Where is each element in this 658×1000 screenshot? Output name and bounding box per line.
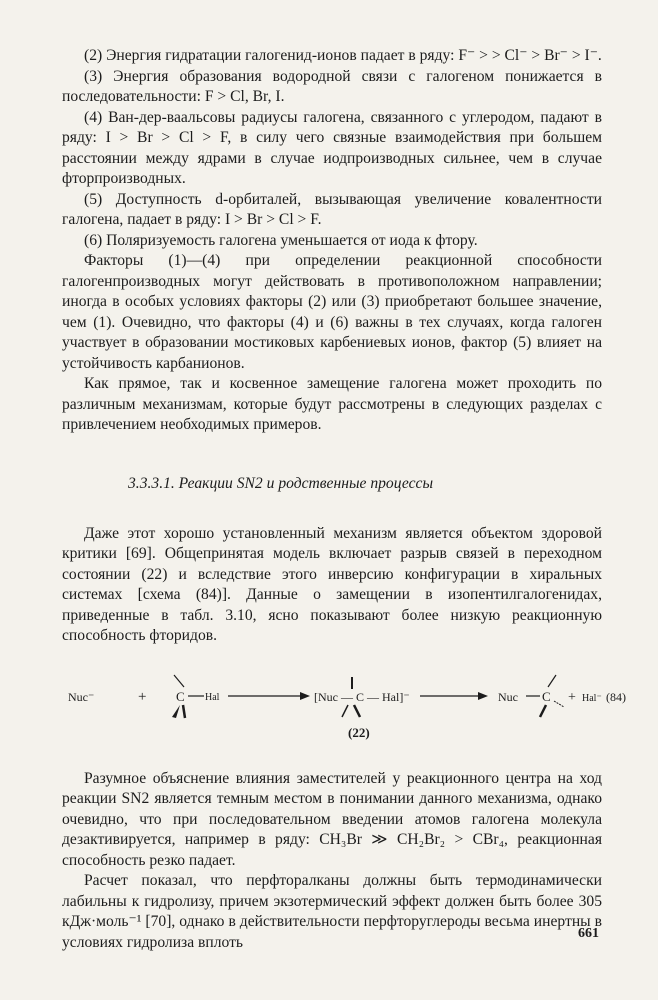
substrate-halogen: Hal [205, 691, 220, 703]
paragraph-substituent-effect: Разумное объяснение влияния заместителей у реакционного центра на ход реакции SN2 является темным местом в понимании данного механизма, однако очевидно, что при последовательном введении атомов галогена молекула дезактивируется, например в ряду: CH₃Br ≫ CH₂Br₂ > CBr₄, реакционная способность резко падает. [62, 769, 602, 869]
nucleophile-label: Nuc⁻ [68, 689, 95, 704]
paragraph-factor-2: (2) Энергия гидратации галогенид-ионов падает в ряду: F⁻ > > Cl⁻ > Br⁻ > I⁻. [84, 47, 602, 64]
substrate-carbon: C [176, 688, 185, 704]
section-heading: 3.3.3.1. Реакции SN2 и родственные процессы [128, 474, 434, 492]
paragraph-perfluoroalkanes: Расчет показал, что перфторалканы должны быть термодинамически лабильны к гидролизу, причем экзотермический эффект должен быть более 305 кДж·моль⁻¹ [70], однако в действительности перфторуглероды весьма инертны в условиях гидролиза вплоть [62, 872, 602, 951]
paragraph-factor-3: (3) Энергия образования водородной связи с галогеном понижается в последовательности: F > Cl, Br, I. [62, 67, 602, 105]
paragraph-factors-summary: Факторы (1)—(4) при определении реакционной способности галогенпроизводных могут действовать в противоположном направлении; иногда в особых условиях факторы (2) или (3) приобретают большее значение, чем (1). Очевидно, что факторы (4) и (6) важны в тех случаях, когда галоген участвует в образовании мостиковых карбениевых ионов, фактор (5) влияет на устойчивость карбанионов. [62, 252, 602, 372]
paragraph-sn2-model: Даже этот хорошо установленный механизм является объектом здоровой критики [69]. Общепринятая модель включает разрыв связей в переходном состоянии (22) и вследствие этого инверсию конфигурации в хиральных системах [схема (84)]. Данные о замещении в изопентилгалогенидах, приведенные в табл. 3.10, ясно показывают более низкую реакционную способность фторидов. [62, 524, 602, 644]
equation-number: (84) [606, 689, 626, 704]
reaction-arrow-2-icon [478, 692, 488, 700]
transition-state-number: (22) [348, 724, 370, 740]
reaction-scheme-svg [42, 663, 626, 763]
product-carbon: C [542, 688, 551, 704]
plus-sign-1: + [138, 688, 147, 705]
reaction-scheme-84 [62, 663, 626, 769]
transition-state: [Nuc — C — Hal]⁻ [314, 689, 410, 704]
paragraph-factor-4: (4) Ван-дер-ваальсовы радиусы галогена, связанного с углеродом, падают в ряду: I > Br > Cl > F, в силу чего связные взаимодействия при большем расстоянии между ядрами в случае иодпроизводных сильнее, чем в случае фторпроизводных. [62, 108, 602, 187]
wedge-bond-icon [172, 705, 180, 718]
plus-sign-2: + [568, 689, 576, 705]
product-nucleophile: Nuc [498, 689, 518, 704]
reaction-arrow-icon [300, 692, 310, 700]
page-number: 661 [578, 926, 599, 941]
page-content [62, 46, 626, 953]
leaving-halide: Hal⁻ [582, 692, 602, 704]
paragraph-mechanisms-intro: Как прямое, так и косвенное замещение галогена может проходить по различным механизмам, которые будут рассмотрены в следующих разделах с привлечением необходимых примеров. [62, 375, 602, 433]
paragraph-factor-5: (5) Доступность d-орбиталей, вызывающая увеличение ковалентности галогена, падает в ряду: I > Br > Cl > F. [62, 190, 602, 228]
paragraph-factor-6: (6) Поляризуемость галогена уменьшается от иода к фтору. [84, 231, 478, 249]
